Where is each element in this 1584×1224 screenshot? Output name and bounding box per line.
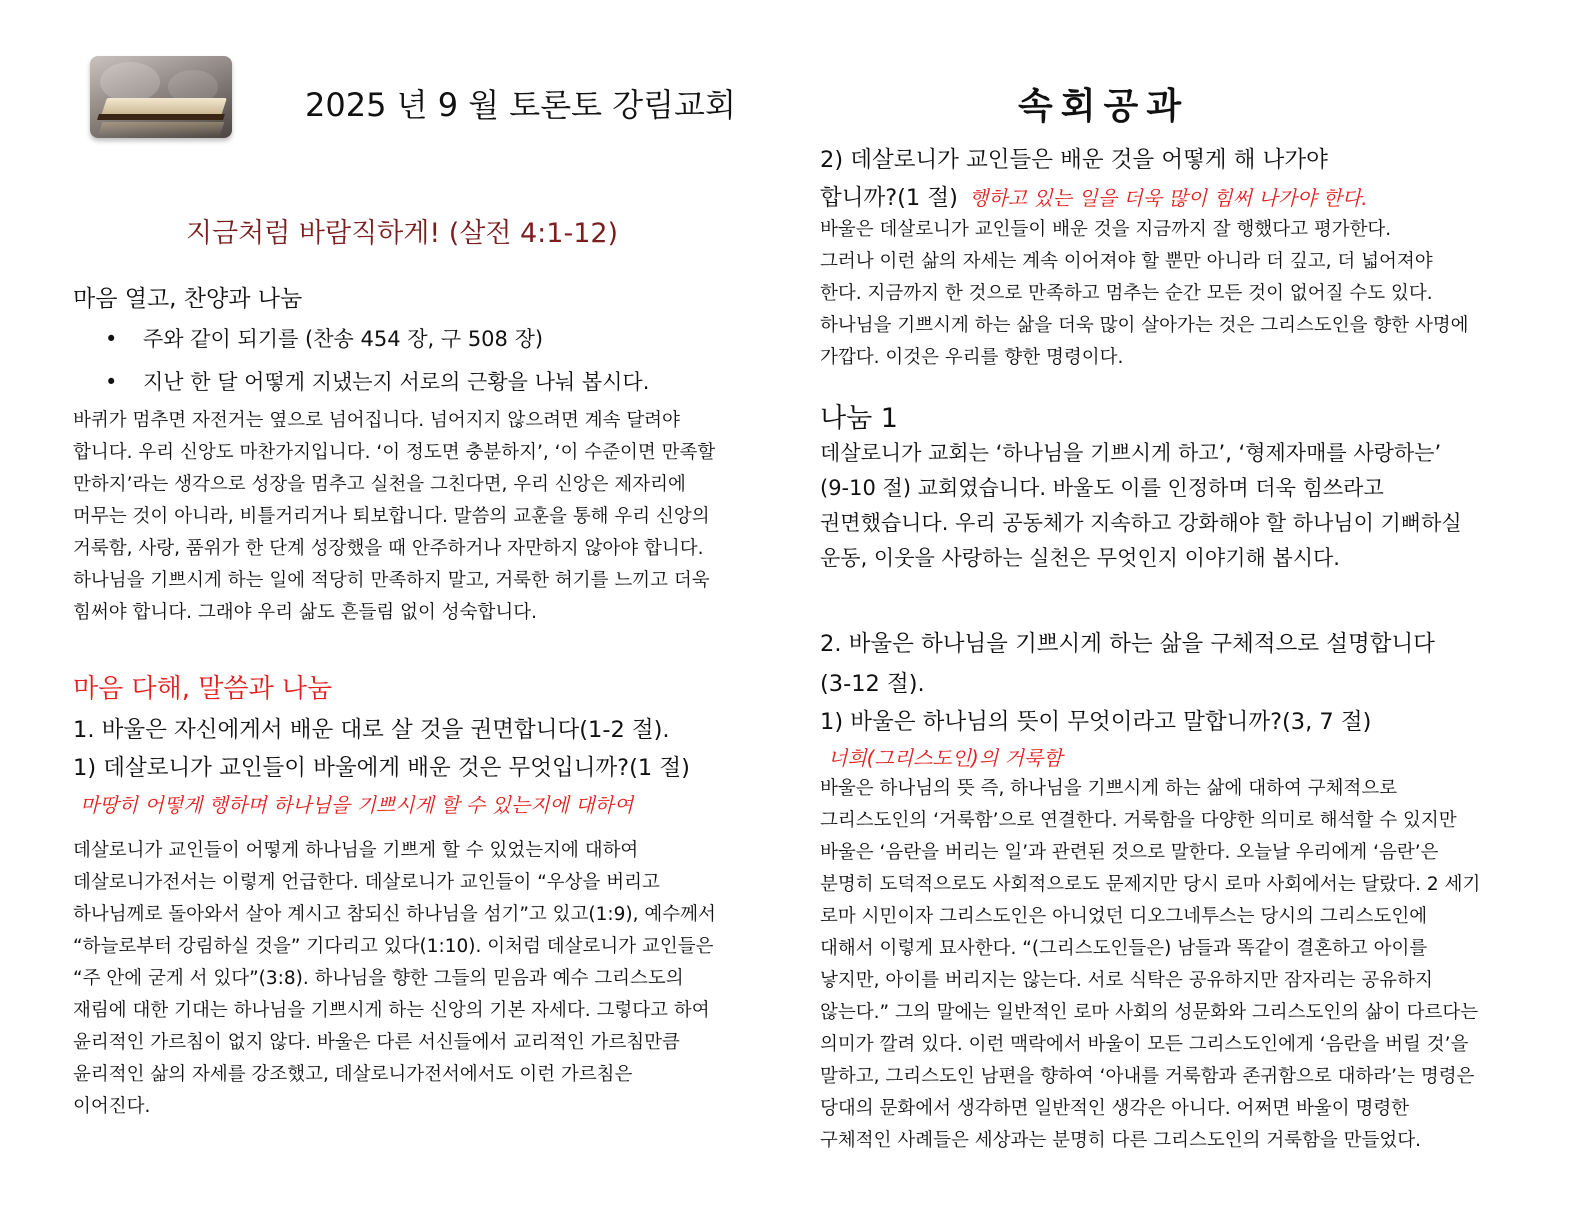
text-line: 대해서 이렇게 묘사한다. “(그리스도인들은) 남들과 똑같이 결혼하고 아이를 bbox=[820, 938, 1428, 959]
text-line: 가깝다. 이것은 우리를 향한 명령이다. bbox=[820, 347, 1124, 368]
text-line: 재림에 대한 기대는 하나님을 기쁘시게 하는 신앙의 기본 자세다. 그렇다고 하여 bbox=[73, 1000, 710, 1021]
text-line: 거룩함, 사랑, 품위가 한 단계 성장했을 때 안주하거나 자만하지 않아야 합니다. bbox=[73, 538, 704, 559]
text-line: 데살로니가전서는 이렇게 언급한다. 데살로니가 교인들이 “우상을 버리고 bbox=[73, 872, 660, 893]
text-line: “하늘로부터 강림하실 것을” 기다리고 있다(1:10). 이처럼 데살로니가 교인들은 bbox=[73, 936, 714, 957]
text-line: 윤리적인 삶의 자세를 강조했고, 데살로니가전서에서도 이런 가르침은 bbox=[73, 1064, 633, 1085]
intro-paragraph bbox=[73, 405, 763, 629]
text-line: 로마 시민이자 그리스도인은 아니었던 디오그네투스는 당시의 그리스도인에 bbox=[820, 906, 1428, 927]
text-line: 말하고, 그리스도인 남편을 향하여 ‘아내를 거룩함과 존귀함으로 대하라’는 명령은 bbox=[820, 1066, 1475, 1087]
text-line: 분명히 도덕적으로도 사회적으로도 문제지만 당시 로마 사회에서는 달랐다. 2 세기 bbox=[820, 874, 1481, 895]
share-paragraph bbox=[820, 436, 1540, 576]
text-line: 권면했습니다. 우리 공동체가 지속하고 강화해야 할 하나님이 기뻐하실 bbox=[820, 511, 1462, 535]
text-line: 합니다. 우리 신앙도 마찬가지입니다. ‘이 정도면 충분하지’, ‘이 수준이면 만족할 bbox=[73, 442, 716, 463]
hymn-list bbox=[105, 318, 649, 404]
text-line: 바울은 하나님의 뜻 즉, 하나님을 기쁘시게 하는 삶에 대하여 구체적으로 bbox=[820, 778, 1398, 799]
text-line: 않는다.” 그의 말에는 일반적인 로마 사회의 성문화와 그리스도인의 삶이 다르다는 bbox=[820, 1002, 1479, 1023]
text-line: 바울은 데살로니가 교인들이 배운 것을 지금까지 잘 행했다고 평가한다. bbox=[820, 219, 1392, 240]
page-title: 2025 년 9 월 토론토 강림교회 bbox=[305, 86, 736, 124]
opening-heading: 마음 열고, 찬양과 나눔 bbox=[73, 286, 303, 312]
bible-image bbox=[90, 56, 232, 138]
text-line: 바퀴가 멈추면 자전거는 옆으로 넘어집니다. 넘어지지 않으려면 계속 달려야 bbox=[73, 410, 680, 431]
answer-2: 행하고 있는 일을 더욱 많이 힘써 나가야 한다. bbox=[969, 186, 1368, 210]
text-line: 하나님을 기쁘시게 하는 일에 적당히 만족하지 말고, 거룩한 허기를 느끼고 더욱 bbox=[73, 570, 710, 591]
text-line: “주 안에 굳게 서 있다”(3:8). 하나님을 향한 그들의 믿음과 예수 그리스도의 bbox=[73, 968, 684, 989]
text-line: 힘써야 합니다. 그래야 우리 삶도 흔들림 없이 성숙합니다. bbox=[73, 602, 537, 623]
body-paragraph-3 bbox=[820, 773, 1540, 1157]
text-line: 바울은 ‘음란을 버리는 일’과 관련된 것으로 말한다. 오늘날 우리에게 ‘음란’은 bbox=[820, 842, 1439, 863]
answer-1: 마땅히 어떻게 행하며 하나님을 기쁘시게 할 수 있는지에 대하여 bbox=[80, 793, 634, 817]
point-2-line-2: (3-12 절). bbox=[820, 671, 925, 697]
question-2-end: 합니까?(1 절) bbox=[820, 185, 958, 211]
text-line: 윤리적인 가르침이 없지 않다. 바울은 다른 서신들에서 교리적인 가르침만큼 bbox=[73, 1032, 680, 1053]
text-line: 만하지’라는 생각으로 성장을 멈추고 실천을 그친다면, 우리 신앙은 제자리에 bbox=[73, 474, 686, 495]
text-line: 하나님을 기쁘시게 하는 삶을 더욱 많이 살아가는 것은 그리스도인을 향한 사명에 bbox=[820, 315, 1469, 336]
question-2-line-2 bbox=[820, 180, 1368, 212]
text-line: (9-10 절) 교회였습니다. 바울도 이를 인정하며 더욱 힘쓰라고 bbox=[820, 476, 1384, 500]
text-line: 운동, 이웃을 사랑하는 실천은 무엇인지 이야기해 봅시다. bbox=[820, 546, 1340, 570]
question-1: 1) 데살로니가 교인들이 바울에게 배운 것은 무엇입니까?(1 절) bbox=[73, 755, 690, 781]
text-line: 데살로니가 교회는 ‘하나님을 기쁘시게 하고’, ‘형제자매를 사랑하는’ bbox=[820, 441, 1442, 465]
word-heading: 마음 다해, 말씀과 나눔 bbox=[73, 674, 333, 704]
list-item: • 지난 한 달 어떻게 지냈는지 서로의 근황을 나눠 봅시다. bbox=[105, 361, 649, 404]
share-heading: 나눔 1 bbox=[820, 403, 898, 434]
list-item: • 주와 같이 되기를 (찬송 454 장, 구 508 장) bbox=[105, 318, 649, 361]
question-3: 1) 바울은 하나님의 뜻이 무엇이라고 말합니까?(3, 7 절) bbox=[820, 709, 1372, 735]
text-line: 낳지만, 아이를 버리지는 않는다. 서로 식탁은 공유하지만 잠자리는 공유하지 bbox=[820, 970, 1433, 991]
text-line: 머무는 것이 아니라, 비틀거리거나 퇴보합니다. 말씀의 교훈을 통해 우리 신앙의 bbox=[73, 506, 710, 527]
text-line: 의미가 깔려 있다. 이런 맥락에서 바울이 모든 그리스도인에게 ‘음란을 버릴 것’을 bbox=[820, 1034, 1469, 1055]
right-title: 속회공과 bbox=[1018, 85, 1190, 127]
point-1: 1. 바울은 자신에게서 배운 대로 살 것을 권면합니다(1-2 절). bbox=[73, 717, 670, 743]
text-line: 그러나 이런 삶의 자세는 계속 이어져야 할 뿐만 아니라 더 깊고, 더 넓어져야 bbox=[820, 251, 1433, 272]
text-line: 이어진다. bbox=[73, 1096, 151, 1117]
answer-3: 너희(그리스도인)의 거룩함 bbox=[828, 746, 1063, 770]
text-line: 그리스도인의 ‘거룩함’으로 연결한다. 거룩함을 다양한 의미로 해석할 수 있지만 bbox=[820, 810, 1457, 831]
text-line: 당대의 문화에서 생각하면 일반적인 생각은 아니다. 어쩌면 바울이 명령한 bbox=[820, 1098, 1410, 1119]
text-line: 구체적인 사례들은 세상과는 분명히 다른 그리스도인의 거룩함을 만들었다. bbox=[820, 1130, 1422, 1151]
lesson-title: 지금처럼 바람직하게! (살전 4:1-12) bbox=[186, 218, 619, 249]
body-paragraph-1 bbox=[73, 835, 763, 1123]
question-2: 2) 데살로니가 교인들은 배운 것을 어떻게 해 나가야 bbox=[820, 147, 1328, 173]
point-2: 2. 바울은 하나님을 기쁘시게 하는 삶을 구체적으로 설명합니다 bbox=[820, 631, 1435, 657]
text-line: 한다. 지금까지 한 것으로 만족하고 멈추는 순간 모든 것이 없어질 수도 있다. bbox=[820, 283, 1433, 304]
text-line: 하나님께로 돌아와서 살아 계시고 참되신 하나님을 섬기”고 있고(1:9), 예수께서 bbox=[73, 904, 716, 925]
body-paragraph-2 bbox=[820, 214, 1540, 374]
text-line: 데살로니가 교인들이 어떻게 하나님을 기쁘게 할 수 있었는지에 대하여 bbox=[73, 840, 639, 861]
